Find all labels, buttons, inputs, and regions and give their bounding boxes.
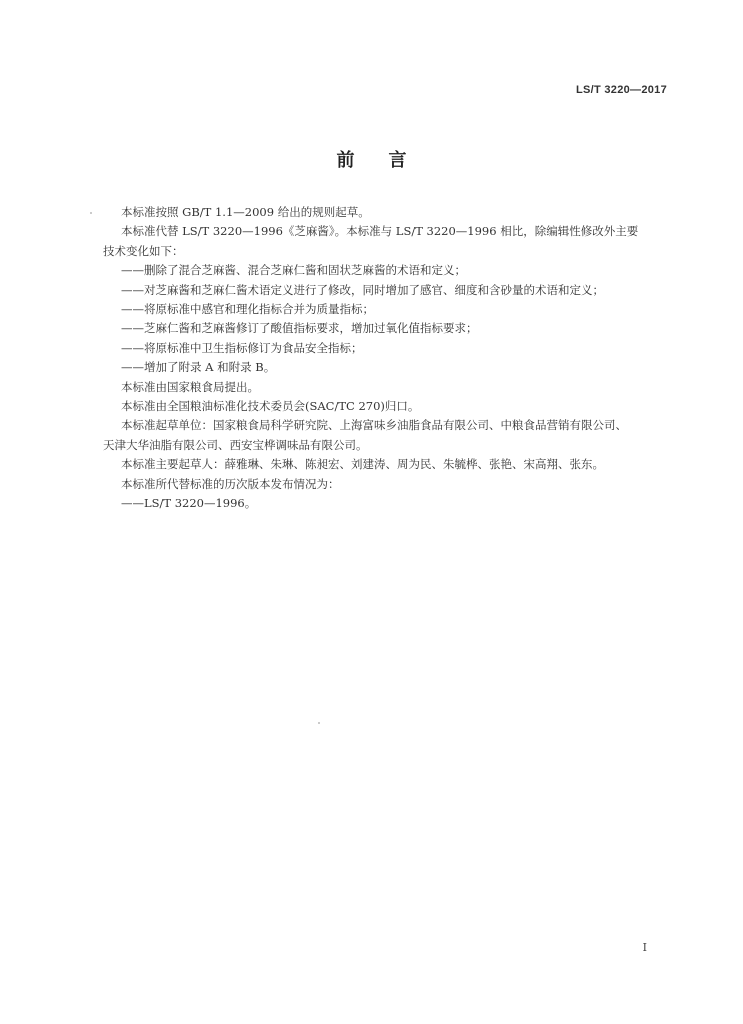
paragraph-history: 本标准所代替标准的历次版本发布情况为： [121, 476, 340, 491]
page-title: 前言 [336, 150, 441, 171]
paragraph-replaces-cont: 技术变化如下： [103, 243, 184, 258]
change-item: ——将原标准中感官和理化指标合并为质量指标； [121, 302, 374, 317]
paragraph-proposed-by: 本标准由国家粮食局提出。 [121, 379, 259, 394]
change-item: ——删除了混合芝麻酱、混合芝麻仁酱和固状芝麻酱的术语和定义； [121, 263, 466, 278]
standard-number: LS/T 3220—2017 [575, 84, 667, 96]
paragraph-centralized-by: 本标准由全国粮油标准化技术委员会(SAC/TC 270)归口。 [121, 399, 420, 414]
paragraph-drafting-units-cont: 天津大华油脂有限公司、西安宝桦调味品有限公司。 [103, 437, 368, 452]
history-item: ——LS/T 3220—1996。 [121, 496, 257, 511]
scan-speck [318, 722, 320, 724]
foreword-body [103, 203, 677, 514]
change-item: ——对芝麻酱和芝麻仁酱术语定义进行了修改，同时增加了感官、细度和含砂量的术语和定义； [121, 282, 604, 297]
change-item: ——将原标准中卫生指标修订为食品安全指标； [121, 340, 363, 355]
page-number: I [642, 941, 647, 954]
paragraph-replaces: 本标准代替 LS/T 3220—1996《芝麻酱》。本标准与 LS/T 3220—1996 相比，除编辑性修改外主要 [121, 224, 639, 239]
change-item: ——增加了附录 A 和附录 B。 [121, 360, 276, 375]
change-item: ——芝麻仁酱和芝麻酱修订了酸值指标要求，增加过氧化值指标要求； [121, 321, 478, 336]
scan-speck [90, 212, 92, 214]
paragraph-drafting-rules: 本标准按照 GB/T 1.1—2009 给出的规则起草。 [121, 205, 370, 219]
paragraph-drafters: 本标准主要起草人：薛雅琳、朱琳、陈昶宏、刘建涛、周为民、朱毓桦、张艳、宋高翔、张东。 [121, 457, 604, 472]
paragraph-drafting-units: 本标准起草单位：国家粮食局科学研究院、上海富味乡油脂食品有限公司、中粮食品营销有限公司、 [121, 418, 627, 433]
